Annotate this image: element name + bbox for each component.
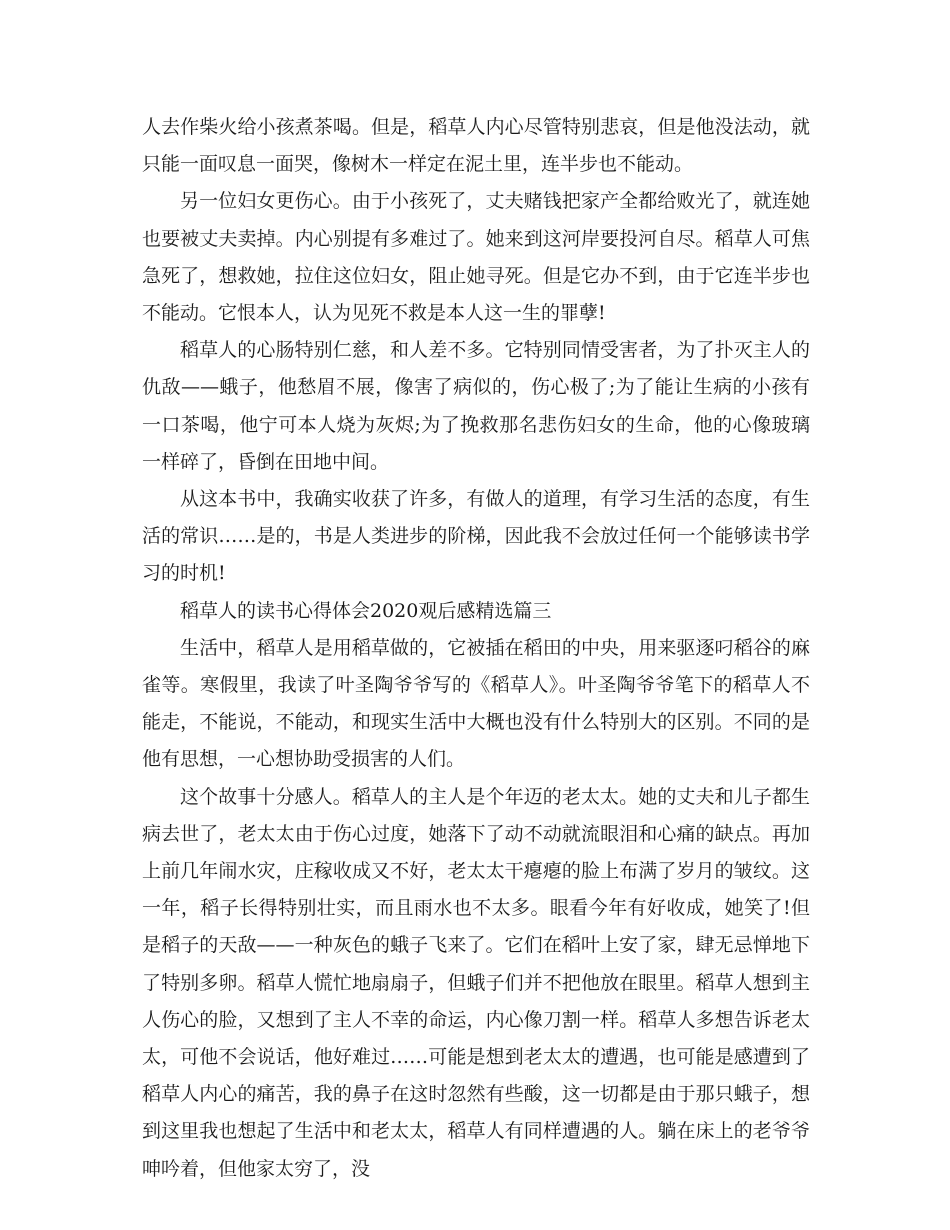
paragraph-4: 从这本书中，我确实收获了许多，有做人的道理，有学习生活的态度，有生活的常识……是的，书是人类进步的阶梯，因此我不会放过任何一个能够读书学习的时机! [142, 488, 810, 585]
section-heading: 稻草人的读书心得体会2020观后感精选篇三 [180, 599, 552, 622]
paragraph-3: 稻草人的心肠特别仁慈，和人差不多。它特别同情受害者，为了扑灭主人的仇敌——蛾子，他愁眉不展，像害了病似的，伤心极了;为了能让生病的小孩有一口茶喝，他宁可本人烧为灰烬;为了挽救那名悲伤妇女的生命，他的心像玻璃一样碎了，昏倒在田地中间。 [142, 339, 810, 473]
paragraph-6: 这个故事十分感人。稻草人的主人是个年迈的老太太。她的丈夫和儿子都生病去世了，老太太由于伤心过度，她落下了动不动就流眼泪和心痛的缺点。再加上前几年闹水灾，庄稼收成又不好，老太太干瘪瘪的脸上布满了岁月的皱纹。这一年，稻子长得特别壮实，而且雨水也不太多。眼看今年有好收成，她笑了!但是稻子的天敌——一种灰色的蛾子飞来了。它们在稻叶上安了家，肆无忌惮地下了特别多卵。稻草人慌忙地扇扇子，但蛾子们并不把他放在眼里。稻草人想到主人伤心的脸，又想到了主人不幸的命运，内心像刀割一样。稻草人多想告诉老太太，可他不会说话，他好难过……可能是想到老太太的遭遇，也可能是感遭到了稻草人内心的痛苦，我的鼻子在这时忽然有些酸，这一切都是由于那只蛾子，想到这里我也想起了生活中和老太太，稻草人有同样遭遇的人。躺在床上的老爷爷呻吟着，但他家太穷了，没 [142, 785, 810, 1180]
paragraph-5: 生活中，稻草人是用稻草做的，它被插在稻田的中央，用来驱逐叼稻谷的麻雀等。寒假里，我读了叶圣陶爷爷写的《稻草人》。叶圣陶爷爷笔下的稻草人不能走，不能说，不能动，和现实生活中大概也没有什么特别大的区别。不同的是他有思想，一心想协助受损害的人们。 [142, 636, 810, 771]
paragraph-2: 另一位妇女更伤心。由于小孩死了，丈夫赌钱把家产全都给败光了，就连她也要被丈夫卖掉。内心别提有多难过了。她来到这河岸要投河自尽。稻草人可焦急死了，想救她，拉住这位妇女，阻止她寻死。但是它办不到，由于它连半步也不能动。它恨本人，认为见死不救是本人这一生的罪孽! [142, 190, 810, 325]
document-body [142, 109, 810, 1188]
paragraph-1: 人去作柴火给小孩煮茶喝。但是，稻草人内心尽管特别悲哀，但是他没法动，就只能一面叹息一面哭，像树木一样定在泥土里，连半步也不能动。 [142, 116, 810, 176]
